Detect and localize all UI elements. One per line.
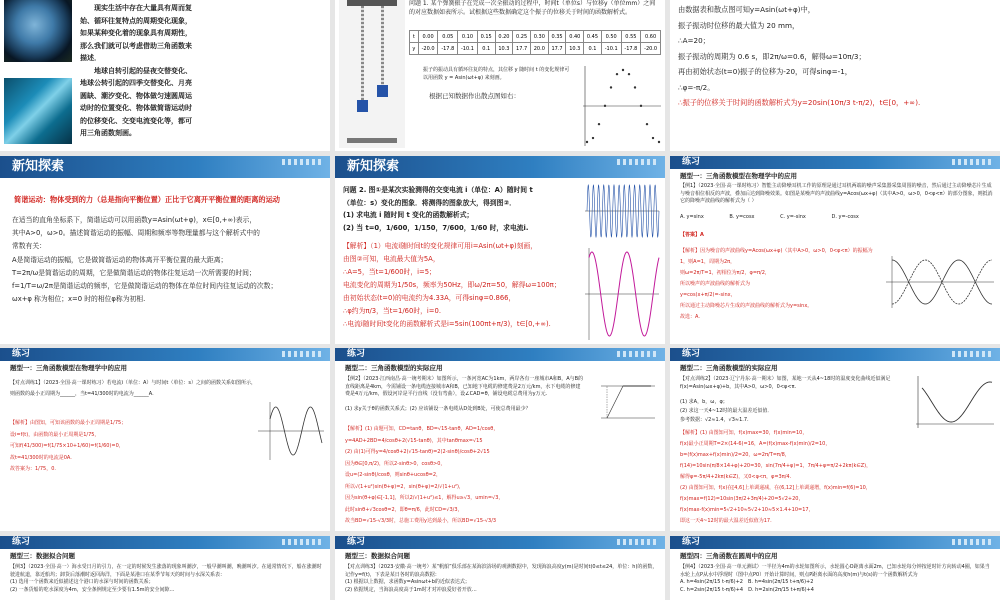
example-1-options [680,214,994,222]
solution-line: 振子振动的周期为 0.6 s，即2π/ω=0.6，解得ω=10π/3； [678,51,866,61]
solution-line: 则ω=2π/T=1，初相位为π/2，φ=π/2， [680,270,770,276]
sho-line: 其中A>0，ω>0。描述简谐运动的振幅、周期和频率等物理量都与这个解析式中的 [12,229,260,238]
slide-exercise-example-4[interactable] [670,536,1000,600]
training-2-questions [680,398,906,425]
table-cell: 20.0 [530,43,548,55]
text-line: (2) 依据规定，当海浪高度高于1m时才对冲浪爱好者开放… [345,586,477,593]
text-line: A. h=4sin(2π/15 t-π/6)+2 B. h=4sin(2π/15 t+π/6)+2 [680,579,814,585]
solution-line: 【解析】(1) 由题可知，CD=tanθ，BD=√15-tanθ，AD=1/cosθ， [345,426,499,432]
table-cell: 0.45 [584,31,602,43]
slide-title: 新知探索 [12,159,65,174]
solution-line: 振子振动时位移的最大值为 20 mm， [678,20,800,30]
answer-line: ∴电流i随时间t变化的函数解析式是i=5sin(100πt+π/3)，t∈[0,+∞). [343,320,551,328]
sho-line: A是简谐运动的振幅，它是做简谐运动的物体离开平衡位置的最大距离； [12,255,228,264]
text-line: 【对点训练3】（2023·安徽·高一统考）某“帆船”俱乐部在某海滨浴场的观测数据中，发现海浪高度y(m)是时间t(0≤t≤24，单位：h)的函数，记作y=f(t)，下表是某日各时的浪高数据： [345,564,658,578]
solution-line: f(x)最小正周期T=2×(14-6)=16，A=(f(x)max-f(x)min)/2=10， [680,441,831,447]
slide-problem-1[interactable] [335,0,665,151]
solution-line: 因为sin(θ+φ)∈[-1,1]，所以2/√(1+u²)≤1，解得u≥√3，umin=√3， [345,495,504,501]
table-cell: 0.15 [477,31,495,43]
problem-line: 问题 2. 图①是某次实验测得的交变电流 i（单位：A）随时间 t [343,186,533,194]
table-cell: 17.7 [513,43,531,55]
training-2-text: 【对点训练2】（2023·辽宁丹东·高一期末）如图，某地一天从4~18时的温度变化曲线近似满足f(x)=Asin(ωx+φ)+b，其中A>0，ω>0，0<φ<π. [680,376,891,390]
type-subtitle: 题型四：三角函数在圆周中的应用 [680,552,778,560]
slide-title: 练习 [12,349,31,359]
table-cell: 0.25 [513,31,531,43]
table-cell: 0.10 [458,31,478,43]
example-1-text: 【例1】（2023·全国·高一课时练习）智能主动降噪耳机工作的原理是通过耳机两端的噪声采集器采集周围的噪音，然后通过主动降噪芯片生成与噪音相位相反的声波，叠加后达到降噪效果。如图是某噪声的声波曲线y=Acos(ωx+φ)（其中A>0，ω>0，0<φ<π）的部分图象，则抵消它的降噪声波曲线的解析式为（ ） [680,183,993,204]
example-2-text: 【例2】（2023·江西南昌·高一统考期末）如图所示，一条河宽AC为1km，两岸各有一座城市A和B，A与B的直线距离是4km，今需铺设一条电缆连接城市A和B，已知地下电缆的修建费是2万元/km，水下电缆的修建费是4万元/km，假设河岸是平行直线（没有弯曲），设∠CAD=θ，铺设电缆总费用为y万元. [345,376,584,397]
sho-definition: 简谐运动：物体受到的力（总是指向平衡位置）正比于它离开平衡位置的距离的运动 [14,195,280,204]
table-cell: t [410,31,419,43]
solution-line: 再由初始状态(t=0)振子的位移为-20，可得sinφ=-1， [678,67,852,76]
slide-exercise-training-3[interactable] [335,536,665,600]
slide-header [0,156,330,178]
solution-line: 解得φ=-5π/4+2kπ(k∈Z)，又0<φ<π，φ=3π/4. [680,474,792,480]
solution-1-text [678,2,994,111]
scatter-point [592,137,594,139]
spring-oscillator-image [339,0,405,148]
solution-line: 可知f(41/300)=f(1/75×10+1/60)=f(1/60)=0， [10,443,124,449]
scatter-point [598,123,600,125]
table-row-t [410,31,661,43]
option-d[interactable]: D. y=-cosx [831,214,859,220]
answer-line: 【解析】（1）电流i随时间t的变化规律可用i=Asin(ωt+φ)刻画， [343,242,538,250]
type-subtitle: 题型一：三角函数模型在物理学中的应用 [10,364,127,372]
text-line: 【例3】（2023·全国·高一）海水受日月的引力，在一定的时候发生涨落的现象叫潮汐，一般早潮叫潮，晚潮叫汐。在通常情况下，船在涨潮时驶进航道，靠近船坞；卸货后落潮时返回海洋，下面是某港口在某季节每天的时间与水深关系表： [10,564,322,578]
solution-line: y=4AD+2BD=4/cosθ+2(√15-tanθ)，其中tanθmax=√15 [345,437,483,444]
problem-line: （单位：s）变化的图象．将测得的图象放大，得到图②． [343,198,516,207]
answer-line: 电流变化的周期为1/50s，频率为50Hz，即ω/2π=50，解得ω=100π； [343,281,561,289]
solution-line: f(14)=10sin(π/8×14+φ)+20=30，sin(7π/4+φ)=1，7π/4+φ=π/2+2kπ(k∈Z)， [680,463,872,469]
slide-title: 练习 [347,537,366,547]
solution-line: 所以√(1+u²)sin(θ+φ)=2，sin(θ+φ)=2/√(1+u²)， [345,483,464,490]
sho-line: T=2π/ω是简谐运动的周期，它是做简谐运动的物体往复运动一次所需要的时间； [12,268,256,277]
slide-exercise-example-3[interactable] [0,536,330,600]
temperature-curve-figure [910,374,996,430]
problem-1-text: 问题 1. 某个弹簧振子在完成一次全振动的过程中，时间t（单位s）与位移y（单位mm）之间的对应数据如表所示。试根据这些数据确定这个振子的位移关于时间的函数解析式。 [409,0,656,16]
intro-line: 如果某种变化着的现象具有周期性， [80,29,192,37]
type-subtitle: 题型一：三角函数模型在物理学中的应用 [680,172,797,180]
text-line: C. h=2sin(2π/15 t-π/6)+4 D. h=2sin(2π/15 t+π/6)+4 [680,586,814,593]
intro-line: 现实生活中存在大量具有周而复 [94,4,192,12]
slide-problem-2[interactable] [335,156,665,344]
question-line: (2) 求这一天4~12时的最大温差近似值． [680,408,773,414]
slide-intro-periodic[interactable] [0,0,330,151]
type-subtitle: 题型二：三角函数模型的实际应用 [345,364,443,372]
slide-title: 练习 [12,537,31,547]
solution-line: f(x)max=f(12)=10sin(3π/2+3π/4)+20=5√2+20， [680,496,804,502]
answer-line: ∴φ约为π/3，当t=1/60时，i=0. [343,307,441,315]
answer-line: 由初始状态(t=0)的电流约为4.33A，可得sinφ=0.866， [343,294,516,302]
example-2-solution [345,424,659,528]
table-cell: 0.1 [584,43,602,55]
solution-line: ∴φ=-π/2。 [678,82,715,92]
scatter-point [646,123,648,125]
slide-title: 练习 [682,157,701,167]
text-line: 【例4】（2023·全国·高一单元测试）一半径为4m的水轮如图所示，水轮圆心O距离水面2m，已知水轮每分钟按逆时针方向转动4圈，如果当水轮上点P从水中浮现时（图中点P0）开始计算时间，则点P距离水面的高度h(m)与t(s)的一个函数解析式为 [680,564,990,578]
intro-line: 始、循环往复特点的周期变化现象， [80,16,192,25]
current-graph-figure [256,400,326,462]
slide-new-knowledge-sho[interactable] [0,156,330,344]
table-cell: 0.05 [438,31,458,43]
slide-exercise-training-2[interactable] [670,348,1000,531]
scatter-point [640,105,642,107]
option-c[interactable]: C. y=-sinx [780,214,806,220]
sho-line: ωx+φ 称为相位；x=0 时的相位φ称为初相. [12,295,146,304]
slide-solution-1[interactable] [670,0,1000,151]
scatter-point [628,73,630,75]
current-wave-figure-1 [583,180,661,242]
slide-exercise-example-1[interactable] [670,156,1000,344]
table-cell: -17.8 [438,43,458,55]
sho-explanation [12,214,326,306]
slide-header [0,348,330,361]
problem-2-text [343,184,579,234]
answer-line: ∴A=5，当t=1/600时，i=5； [343,268,436,276]
scatter-plot [579,64,663,148]
scatter-point [604,105,606,107]
scatter-point [586,141,588,143]
scatter-point [610,86,612,88]
table-cell: -10.1 [458,43,478,55]
slide-header [335,348,665,361]
table-cell: 10.3 [495,43,513,55]
sho-line: 常数有关： [12,242,46,251]
table-cell: -20.0 [641,43,661,55]
option-b[interactable]: B. y=cosx [729,214,755,220]
table-cell: 0.50 [601,31,621,43]
solution-line: 此时sinθ+√3cosθ=2，即θ=π/6，此时CD=√3/3， [345,506,463,513]
solution-line: 故选：A. [680,314,700,320]
sho-line: 在适当的直角坐标系下，简谐运动可以用函数y=Asin(ωt+φ)，x∈[0,+∞)表示， [12,216,257,224]
table-cell: 17.7 [548,43,566,55]
option-a[interactable]: A. y=sinx [680,214,704,220]
type-subtitle: 题型三：数据拟合问题 [10,552,75,560]
text-line: (1) 根据以上数据，求函数y=Asinωt+b的近似表达式； [345,579,470,585]
solution-line: b=(f(x)max+f(x)min)/2=20，ω=2π/T=π/8， [680,452,790,458]
river-cable-figure [597,378,659,426]
intro-line: 地球自转引起的昼夜交替变化、 [94,66,192,75]
slide-title: 练习 [682,537,701,547]
example-4-text [680,564,994,594]
slide-exercise-example-2[interactable] [335,348,665,531]
solution-line: f(x)max-f(x)min=5√2+10≈5√2+10≈5×1.4+10=17， [680,507,814,513]
scatter-point [652,137,654,139]
example-3-text [10,564,324,594]
slide-header [335,156,665,178]
table-cell: 10.3 [566,43,584,55]
example-2-questions: (1) 求y关于θ的函数关系式；(2) 应该铺设一条电缆从D处到B处，可使总费用最少？ [345,406,531,412]
solution-line: 【解析】因为噪音的声波曲线y=Acos(ωx+φ)（其中A>0，ω>0，0<φ<π）的振幅为1，则A=1，周期为2π， [680,248,873,265]
training-2-solution [680,428,994,527]
table-cell: -20.0 [418,43,438,55]
table-cell: 0.40 [566,31,584,43]
table-row-y [410,43,661,55]
slide-header [670,156,1000,169]
question-line: (1) 求A，b，ω，φ； [680,399,728,405]
slide-header [670,536,1000,549]
intro-line: 的位移变化、交变电流变化等，都可 [80,116,192,125]
slide-title: 练习 [682,349,701,359]
solution-line: 故当BD=√15-√3/3时，总施工费用y达到最小，所以BD=√15-√3/3 [345,518,497,524]
scatter-caption: 根据已知数据作出散点图如右： [429,92,520,100]
table-cell: 0.35 [548,31,566,43]
text-line: (1) 选用一个函数来近似描述这个港口的水深与时间的函数关系； [10,579,154,585]
intro-line: 描述． [80,54,101,62]
solution-line: 所以噪声的声波曲线的解析式为 [680,281,751,287]
type-subtitle: 题型二：三角函数模型的实际应用 [680,364,778,372]
scatter-point [634,86,636,88]
solution-line: 因为θ∈[0,π/2)，所以2-sinθ>0，cosθ>0， [345,460,446,467]
text-line: (2) 一条货船的吃水深度为4m，安全条例规定至少要有1.5m的安全间隙… [10,586,175,593]
type-subtitle: 题型三：数据拟合问题 [345,552,410,560]
solution-line: 【解析】(1) 由图知可知，f(x)max=30，f(x)min=10， [680,430,808,436]
problem-2-answer [343,240,587,331]
intro-line: 地球公转引起的四季交替变化、月亮 [80,79,192,87]
solution-line: (2) 由(1)可得y=4/cosθ+2(√15-tanθ)=2(2-sinθ)/cosθ+2√15 [345,449,490,455]
intro-line: 动时的位置变化、物体做简谐运动时 [80,104,192,112]
ocean-wave-image [4,78,72,144]
problem-1-note: 振子的振动具有循环往复的特点，其位移 y 随时间 t 的变化规律可以用函数 y = Asin(ωt+φ) 来刻画。 [423,67,570,81]
slide-title: 新知探索 [347,159,400,174]
table-cell: 0.00 [418,31,438,43]
table-cell: 0.55 [621,31,641,43]
solution-line: 所以通过主动降噪芯片生成的声波曲线的解析式为y=sinx。 [680,303,813,309]
table-cell: y [410,43,419,55]
noise-wave-figure [884,252,996,312]
training-1-solution [10,418,240,476]
problem-line: (2) 当 t=0，1/600，1/150，7/600，1/60 时，求电流i. [343,223,529,232]
question-line: 参考数据：√2≈1.4，√3≈1.7. [680,417,749,423]
current-wave-figure-2 [583,246,661,342]
scatter-point [622,69,624,71]
answer-label: 【答案】A [680,232,704,238]
intro-line: 用三角函数刻画。 [80,129,136,137]
scatter-point [658,141,660,143]
table-cell: -17.8 [621,43,641,55]
training-1-text: 【对点训练1】（2023·全国·高一课时练习）若电流i（单位：A）与时间t（单位：s）之间的函数关系如图所示，则函数的最小正周期为______，当t=41/300时的电流为______A. [10,380,256,397]
intro-line: 那么我们就可以考虑借助三角函数来 [80,41,192,50]
slide-exercise-training-1[interactable] [0,348,330,531]
earth-globe-image [4,0,72,62]
solution-line: 设i=f(t)，由函数的最小正周期是1/75， [10,431,100,438]
slide-title: 练习 [347,349,366,359]
solution-line: (2) 由图知可知，f(x)在[4,6]上单调递减，在(6,12]上单调递增，f(x)min=f(6)=10， [680,485,871,491]
example-1-solution [680,246,880,323]
slide-header [670,348,1000,361]
intro-text-1 [80,2,326,140]
training-3-text [345,564,659,594]
solution-line: 设u=(2-sinθ)/cosθ，则sinθ+ucosθ=2， [345,472,442,478]
slide-header [0,536,330,549]
problem-line: (1) 求电流 i 随时间 t 变化的函数解析式； [343,211,474,219]
table-cell: 0.60 [641,31,661,43]
table-cell: 0.20 [495,31,513,43]
solution-line: 由数据表和散点图可知y=Asin(ωt+φ)中， [678,5,815,14]
solution-line: ∴振子的位移关于时间的函数解析式为y=20sin(10π/3 t-π/2)，t∈[0，+∞). [678,98,921,107]
table-cell: -10.1 [601,43,621,55]
solution-line: 【解析】由图知，可知该函数的最小正周期是1/75； [10,420,127,426]
solution-line: 故t=41/300时的电流是0A. [10,454,72,461]
solution-line: 故答案为：1/75，0. [10,466,56,472]
data-table [409,30,661,55]
solution-line: ∴A=20； [678,36,710,45]
table-cell: 0.30 [530,31,548,43]
table-cell: 0.1 [477,43,495,55]
intro-line: 圆缺、潮汐变化、物体做匀速圆周运 [80,91,192,100]
solution-line: y=cos(x+π/2)=-sinx， [680,292,736,298]
sho-line: f=1/T=ω/2π是简谐运动的频率，它是做简谐运动的物体在单位时间内往复运动的次数； [12,282,278,291]
solution-line: 即这一天4~12时的最大温差近似值为17. [680,518,772,524]
answer-line: 由图②可知，电流最大值为5A， [343,255,440,263]
slide-header [335,536,665,549]
scatter-point [616,73,618,75]
